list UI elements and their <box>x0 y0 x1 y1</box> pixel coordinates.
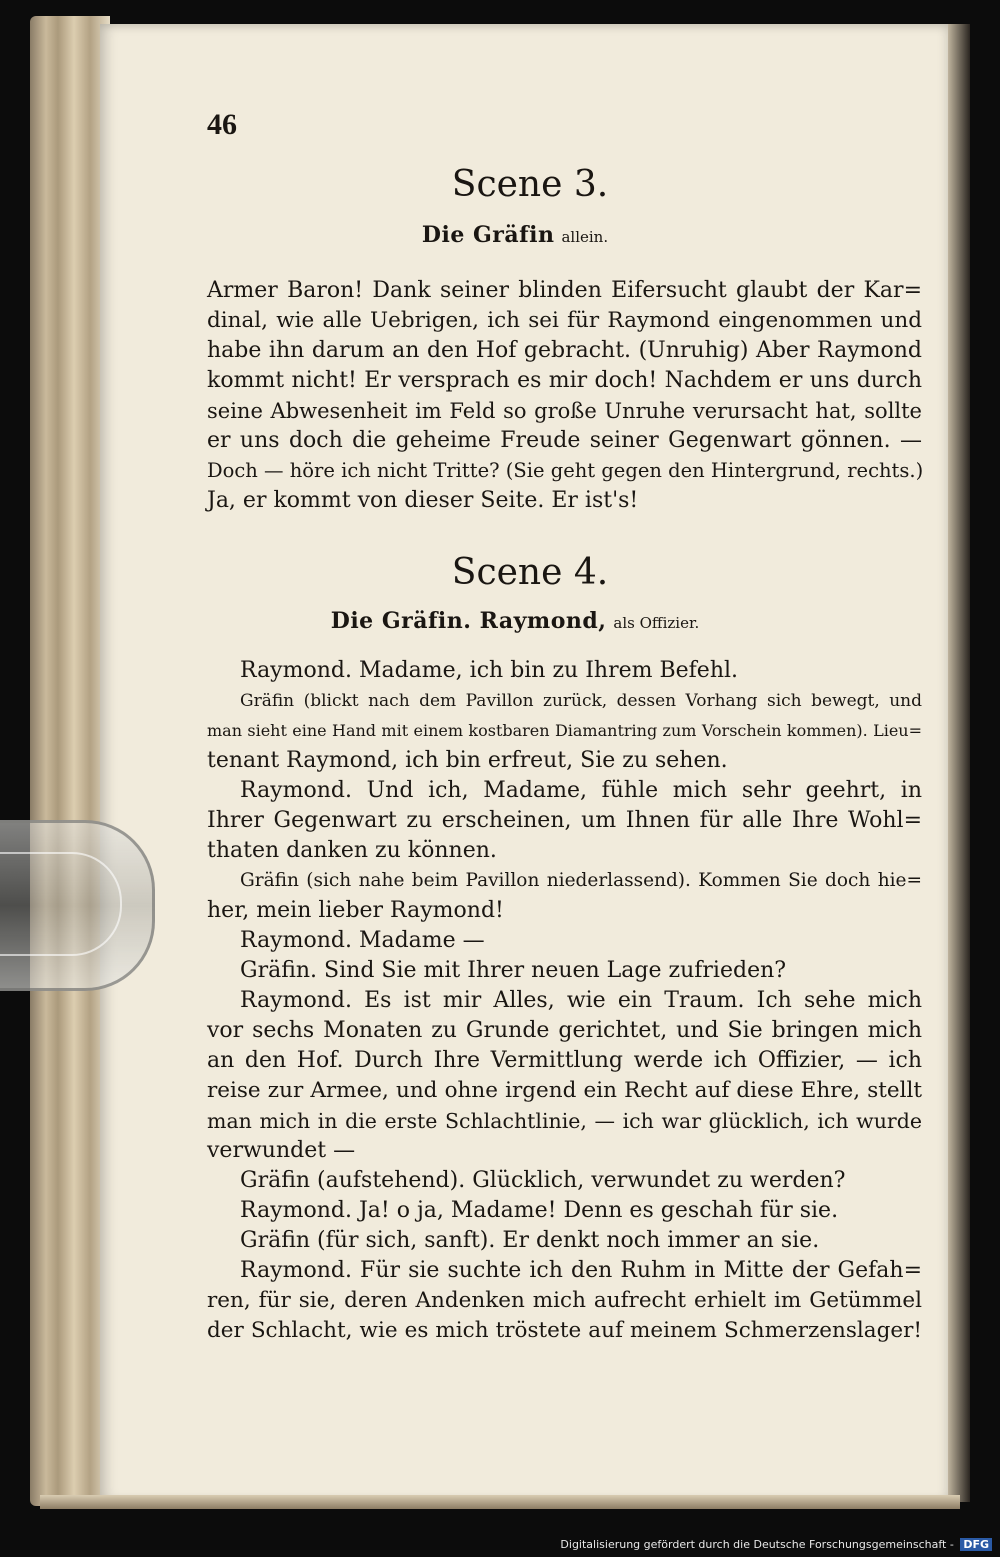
dialogue-line: Gräfin. Sind Sie mit Ihrer neuen Lage zufrieden? <box>240 958 787 983</box>
scene-3-cast <box>0 222 1000 248</box>
text-line: er uns doch die geheime Freude seiner Gegenwart gönnen. — <box>207 428 922 453</box>
scene-4-cast-names: Die Gräfin. Raymond, <box>330 608 607 634</box>
dialogue-line: ren, für sie, deren Andenken mich aufrecht erhielt im Getümmel <box>207 1288 922 1313</box>
dialogue-line: Ihrer Gegenwart zu erscheinen, um Ihnen für alle Ihre Wohl= <box>207 808 922 833</box>
dialogue-line: Raymond. Es ist mir Alles, wie ein Traum. Ich sehe mich <box>240 988 922 1013</box>
dialogue-line: der Schlacht, wie es mich tröstete auf meinem Schmerzenslager! <box>207 1318 922 1343</box>
text-line: kommt nicht! Er versprach es mir doch! Nachdem er uns durch <box>207 368 922 393</box>
dialogue-line: man mich in die erste Schlachtlinie, — ich war glücklich, ich wurde <box>207 1109 922 1133</box>
text-line: habe ihn darum an den Hof gebracht. (Unruhig) Aber Raymond <box>207 338 922 363</box>
dialogue-line: Raymond. Madame — <box>240 928 485 953</box>
dialogue-line: man sieht eine Hand mit einem kostbaren Diamantring zum Vorschein kommen). Lieu= <box>207 721 922 740</box>
text-line: Doch — höre ich nicht Tritte? (Sie geht gegen den Hintergrund, rechts.) <box>207 459 924 482</box>
dialogue-line: tenant Raymond, ich bin erfreut, Sie zu sehen. <box>207 748 728 773</box>
scene-4-cast-note: als Offizier. <box>613 614 700 632</box>
dialogue-line: Raymond. Ja! o ja, Madame! Denn es geschah für sie. <box>240 1198 839 1223</box>
text-line: seine Abwesenheit im Feld so große Unruhe verursacht hat, sollte <box>207 399 922 423</box>
dialogue-line: Raymond. Und ich, Madame, fühle mich sehr geehrt, in <box>240 778 922 803</box>
dialogue-line: Gräfin (aufstehend). Glücklich, verwundet zu werden? <box>240 1168 846 1193</box>
scene-4-cast <box>0 608 1000 634</box>
digitization-footer <box>560 1538 992 1551</box>
dialogue-line: thaten danken zu können. <box>207 838 497 863</box>
dialogue-line: Gräfin (sich nahe beim Pavillon niederlassend). Kommen Sie doch hie= <box>240 870 922 891</box>
footer-text: Digitalisierung gefördert durch die Deutsche Forschungsgemeinschaft - <box>560 1538 954 1551</box>
book-bottom-edge <box>40 1495 960 1509</box>
dialogue-line: an den Hof. Durch Ihre Vermittlung werde ich Offizier, — ich <box>207 1048 922 1073</box>
scene-4-dialogue <box>207 656 922 1346</box>
text-line: Ja, er kommt von dieser Seite. Er ist's! <box>207 488 639 513</box>
dialogue-line: Gräfin (für sich, sanft). Er denkt noch immer an sie. <box>240 1228 820 1253</box>
dialogue-line: reise zur Armee, und ohne irgend ein Recht auf diese Ehre, stellt <box>207 1078 922 1103</box>
scene-3-cast-note: allein. <box>561 228 609 246</box>
dialogue-line: verwundet — <box>207 1138 356 1163</box>
page-clip-highlight <box>0 852 122 956</box>
dialogue-line: Raymond. Madame, ich bin zu Ihrem Befehl. <box>240 658 739 683</box>
scene-3-cast-name: Die Gräfin <box>421 222 555 248</box>
scene-3-title: Scene 3. <box>451 164 609 205</box>
dfg-logo-icon: DFG <box>960 1538 992 1551</box>
dialogue-line: her, mein lieber Raymond! <box>207 898 504 923</box>
text-line: dinal, wie alle Uebrigen, ich sei für Raymond eingenommen und <box>207 308 922 333</box>
scene-4-title: Scene 4. <box>451 552 609 593</box>
scene-3-monologue <box>207 276 922 516</box>
page-number: 46 <box>207 108 237 141</box>
text-line: Armer Baron! Dank seiner blinden Eifersucht glaubt der Kar= <box>207 278 922 303</box>
dialogue-line: Gräfin (blickt nach dem Pavillon zurück, dessen Vorhang sich bewegt, und <box>240 691 922 711</box>
dialogue-line: vor sechs Monaten zu Grunde gerichtet, und Sie bringen mich <box>207 1018 922 1043</box>
dialogue-line: Raymond. Für sie suchte ich den Ruhm in Mitte der Gefah= <box>240 1258 922 1283</box>
